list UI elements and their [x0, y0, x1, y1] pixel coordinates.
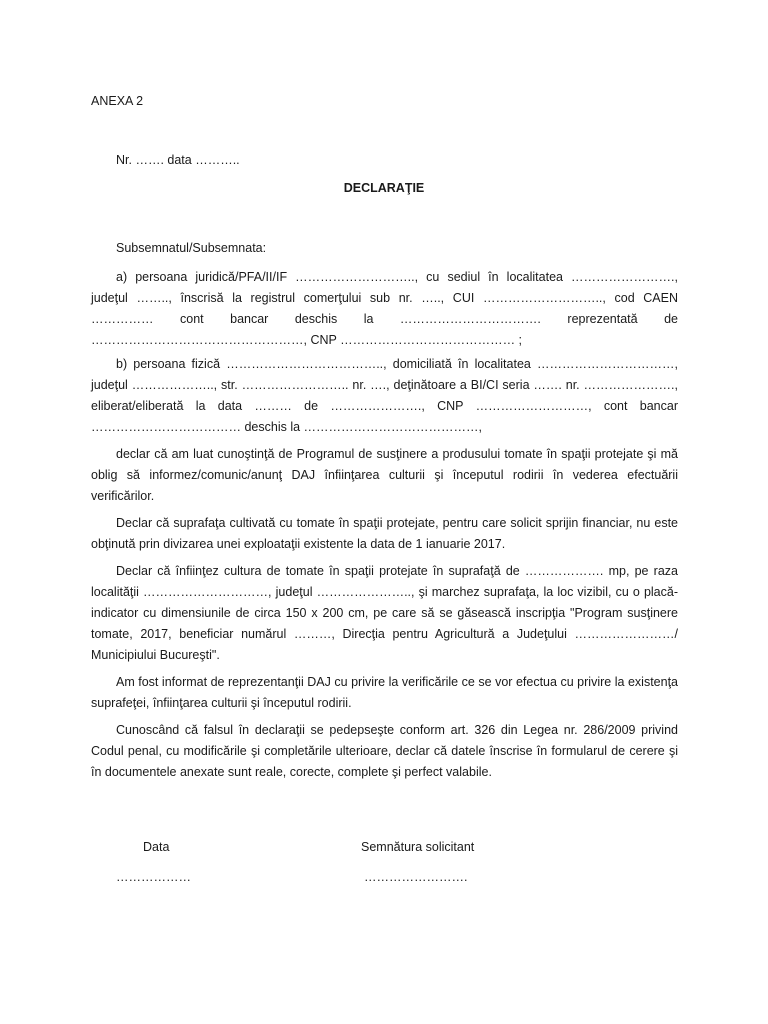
- date-field: ………………: [116, 870, 191, 884]
- legal-person-paragraph: a) persoana juridică/PFA/II/IF ……………………….., cu sediul în localitatea ……………………., judeţul …….., înscrisă la registrul comerţului sub nr. ….., CUI ……………………….., cod CAEN …………… cont bancar deschis la ……………………………. reprezentată de ……………………………………………, CNP …………………………………… ;: [91, 270, 678, 347]
- surface-origin-paragraph: Declar că suprafaţa cultivată cu tomate în spaţii protejate, pentru care solicit sprijin financiar, nu este obţinută prin divizarea unei exploataţii existente la data de 1 ianuarie 2017.: [91, 516, 678, 551]
- crop-setup-paragraph: Declar că înfiinţez cultura de tomate în spaţii protejate în suprafaţă de ………………. mp, pe raza localităţii …………………………, judeţul ………………….., şi marchez suprafaţa, la loc vizibil, cu o placă-indicator cu dimensiunile de circa 150 x 200 cm, pe care să se găsească inscripţia "Program susţinere tomate, 2017, beneficiar numărul ………, Direcţia pentru Agricultură a Judeţului ……………………/ Municipiului Bucureşti".: [91, 564, 678, 662]
- natural-person-paragraph: b) persoana fizică ……………………………….., domiciliată în localitatea ……………………………, judeţul ……………….., str. …………………….. nr. …., deţinătoare a BI/CI seria ……. nr. …………………., eliberat/eliberată la data ……… de …………………., CNP ………………………, cont bancar ……………………………… deschis la ……………………………………,: [91, 357, 678, 434]
- signature-field: …………………….: [364, 870, 468, 884]
- document-title: DECLARAŢIE: [343, 181, 425, 195]
- acknowledgement-paragraph: declar că am luat cunoştinţă de Programul de susţinere a produsului tomate în spaţii protejate şi mă oblig să informez/comunic/anunţ DAJ înfiinţarea culturii şi începutul rodirii în vederea efectuării verificărilor.: [91, 447, 678, 503]
- intro-line: Subsemnatul/Subsemnata:: [116, 241, 267, 255]
- verification-info-paragraph: Am fost informat de reprezentanţii DAJ cu privire la verificările ce se vor efectua cu privire la existenţa suprafeţei, înfiinţarea culturii şi începutul rodirii.: [91, 675, 678, 710]
- declaration-body: [91, 238, 678, 789]
- date-label: Data: [143, 840, 170, 854]
- signature-label: Semnătura solicitant: [361, 840, 475, 854]
- annex-label: ANEXA 2: [91, 94, 144, 108]
- liability-paragraph: Cunoscând că falsul în declaraţii se pedepseşte conform art. 326 din Legea nr. 286/2009 privind Codul penal, cu modificările şi completările ulterioare, declar că datele înscrise în formularul de cerere şi în documentele anexate sunt reale, corecte, complete şi perfect valabile.: [91, 723, 678, 779]
- number-date-line: Nr. ……. data ………..: [116, 153, 240, 167]
